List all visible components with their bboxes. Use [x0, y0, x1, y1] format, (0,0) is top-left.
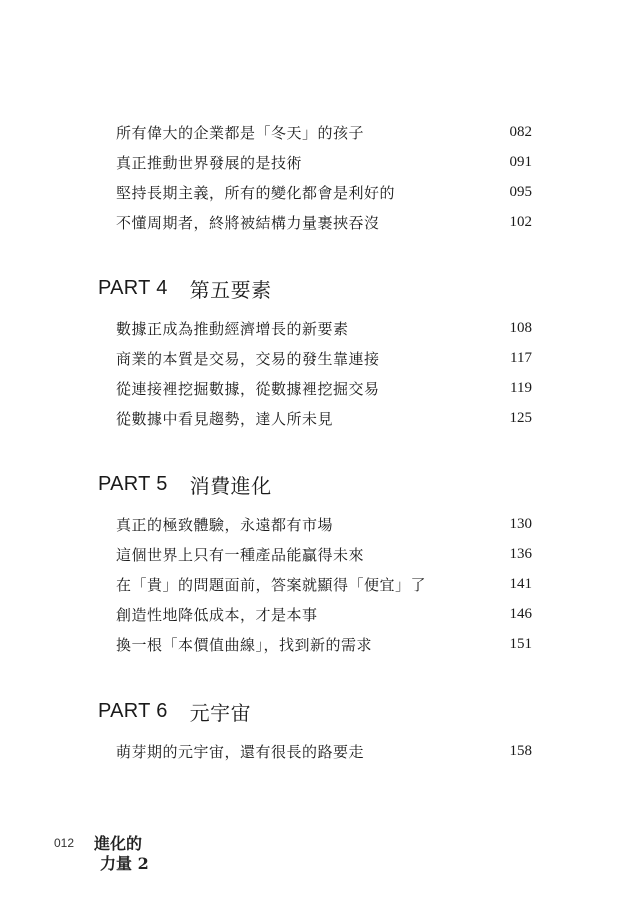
toc-entry-title: 這個世界上只有一種產品能贏得未來	[116, 545, 365, 564]
toc-entry	[116, 117, 532, 147]
toc-entry-page: 082	[509, 123, 532, 140]
toc-entry	[116, 373, 532, 403]
part-label: PART 4	[98, 276, 168, 299]
toc-entry-title: 所有偉大的企業都是「冬天」的孩子	[116, 123, 365, 142]
toc-entry-page: 102	[509, 213, 532, 230]
part-title: 消費進化	[189, 473, 272, 498]
toc-entry-page: 136	[509, 545, 532, 562]
toc-entry	[116, 599, 532, 629]
toc-entry-title: 商業的本質是交易，交易的發生靠連接	[116, 349, 380, 368]
toc-entry-page: 151	[509, 635, 532, 652]
toc-entry	[116, 207, 532, 237]
toc-entry	[116, 177, 532, 207]
toc-entry-title: 不懂周期者，終將被結構力量裹挾吞沒	[116, 213, 380, 232]
page-number: 012	[54, 836, 75, 850]
toc-entry-title: 真正推動世界發展的是技術	[116, 153, 303, 172]
part-heading	[98, 273, 272, 303]
book-title-line1: 進化的	[94, 834, 143, 853]
toc-entry-page: 119	[510, 379, 532, 396]
toc-entry-title: 萌芽期的元宇宙，還有很長的路要走	[116, 742, 365, 761]
toc-entry	[116, 147, 532, 177]
part-heading	[98, 696, 251, 726]
toc-entry-title: 真正的極致體驗，永遠都有市場	[116, 515, 334, 534]
toc-entry	[116, 403, 532, 433]
part-label: PART 5	[98, 472, 168, 495]
toc-entry-page: 146	[509, 605, 532, 622]
toc-entry-title: 在「貴」的問題面前，答案就顯得「便宜」了	[116, 575, 427, 594]
part-label: PART 6	[98, 699, 168, 722]
toc-entry-title: 從數據中看見趨勢，達人所未見	[116, 409, 334, 428]
toc-entry-page: 125	[509, 409, 532, 426]
toc-entry-page: 108	[509, 319, 532, 336]
toc-entry-page: 130	[509, 515, 532, 532]
running-book-title	[94, 834, 149, 874]
part-title: 元宇宙	[189, 700, 252, 725]
toc-entry-title: 創造性地降低成本，才是本事	[116, 605, 318, 624]
toc-entry-page: 117	[510, 349, 532, 366]
toc-entry	[116, 629, 532, 659]
toc-entry	[116, 313, 532, 343]
toc-entry	[116, 343, 532, 373]
toc-entry-page: 095	[509, 183, 532, 200]
toc-entry	[116, 736, 532, 766]
part-title: 第五要素	[189, 277, 272, 302]
toc-entry-page: 091	[509, 153, 532, 170]
toc-entry-title: 數據正成為推動經濟增長的新要素	[116, 319, 349, 338]
book-title-line2: 力量 2	[100, 854, 149, 873]
toc-entry-title: 堅持長期主義，所有的變化都會是利好的	[116, 183, 396, 202]
toc-entry	[116, 509, 532, 539]
part-heading	[98, 469, 272, 499]
toc-entry-title: 從連接裡挖掘數據，從數據裡挖掘交易	[116, 379, 380, 398]
toc-entry-page: 141	[509, 575, 532, 592]
toc-entry	[116, 569, 532, 599]
toc-entry-title: 換一根「本價值曲線」，找到新的需求	[116, 635, 373, 654]
toc-entry	[116, 539, 532, 569]
toc-entry-page: 158	[509, 742, 532, 759]
